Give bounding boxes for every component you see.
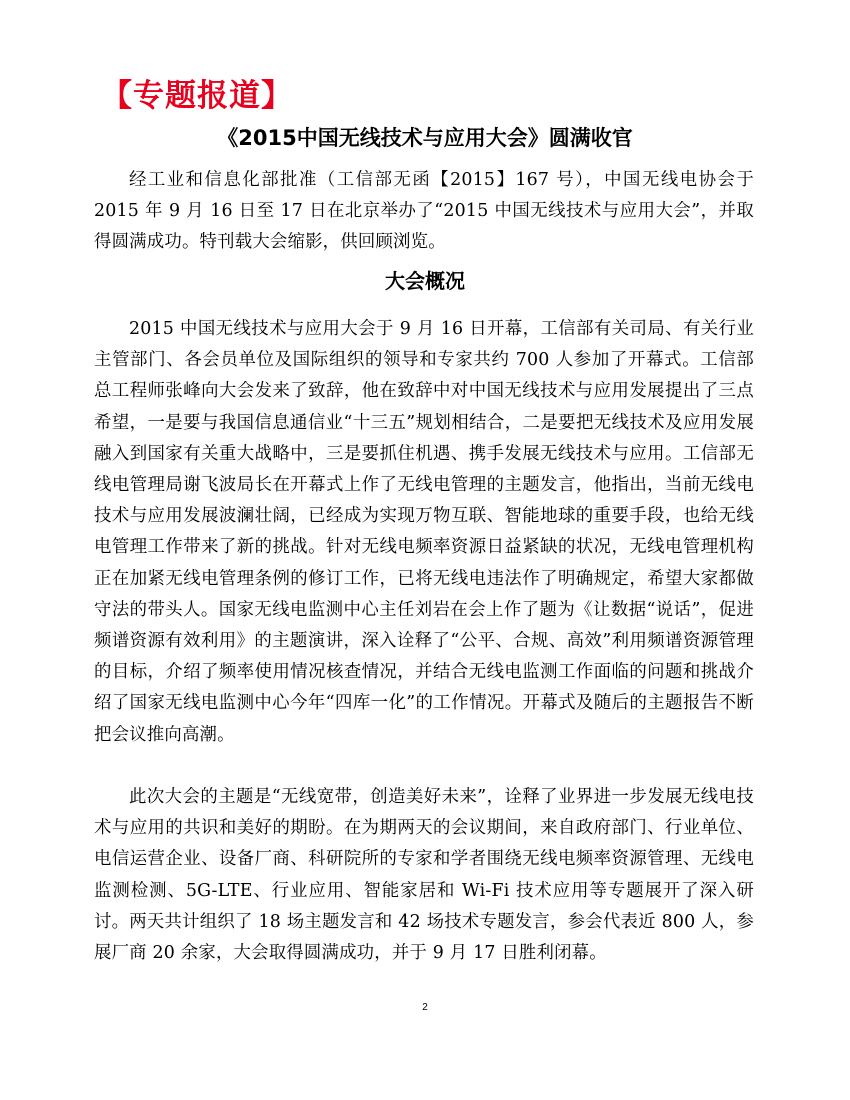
overview-heading: 大会概况 [385,269,465,293]
intro-paragraph: 经工业和信息化部批准（工信部无函【2015】167 号），中国无线电协会于 2015 年 9 月 16 日至 17 日在北京举办了“2015 中国无线技术与应用大会”，并取得圆满成功。特刊载大会缩影，供回顾浏览。 [94,170,754,253]
section-tag: 【专题报道】 [101,78,293,114]
overview-paragraph-2: 此次大会的主题是“无线宽带，创造美好未来”，诠释了业界进一步发展无线电技术与应用的共识和美好的期盼。在为期两天的会议期间，来自政府部门、行业单位、电信运营企业、设备厂商、科研院所的专家和学者围绕无线电频率资源管理、无线电监测检测、5G-LTE、行业应用、智能家居和 Wi-Fi 技术应用等专题展开了深入研讨。两天共计组织了 18 场主题发言和 42 场技术专题发言，参会代表近 800 人，参展厂商 20 余家，大会取得圆满成功，并于 9 月 17 日胜利闭幕。 [94,787,754,964]
page-number: 2 [422,1002,428,1013]
article-title: 《2015中国无线技术与应用大会》圆满收官 [217,126,633,150]
overview-paragraph-1: 2015 中国无线技术与应用大会于 9 月 16 日开幕，工信部有关司局、有关行业主管部门、各会员单位及国际组织的领导和专家共约 700 人参加了开幕式。工信部总工程师张峰向大会发来了致辞，他在致辞中对中国无线技术与应用发展提出了三点希望，一是要与我国信息通信业“十三五”规划相结合，二是要把无线技术及应用发展融入到国家有关重大战略中，三是要抓住机遇、携手发展无线技术与应用。工信部无线电管理局谢飞波局长在开幕式上作了无线电管理的主题发言，他指出，当前无线电技术与应用发展波澜壮阔，已经成为实现万物互联、智能地球的重要手段，也给无线电管理工作带来了新的挑战。针对无线电频率资源日益紧缺的状况，无线电管理机构正在加紧无线电管理条例的修订工作，已将无线电违法作了明确规定，希望大家都做守法的带头人。国家无线电监测中心主任刘岩在会上作了题为《让数据“说话”，促进频谱资源有效利用》的主题演讲，深入诠释了“公平、合规、高效”利用频谱资源管理的目标，介绍了频率使用情况核查情况，并结合无线电监测工作面临的问题和挑战介绍了国家无线电监测中心今年“四库一化”的工作情况。开幕式及随后的主题报告不断把会议推向高潮。 [94,319,754,745]
